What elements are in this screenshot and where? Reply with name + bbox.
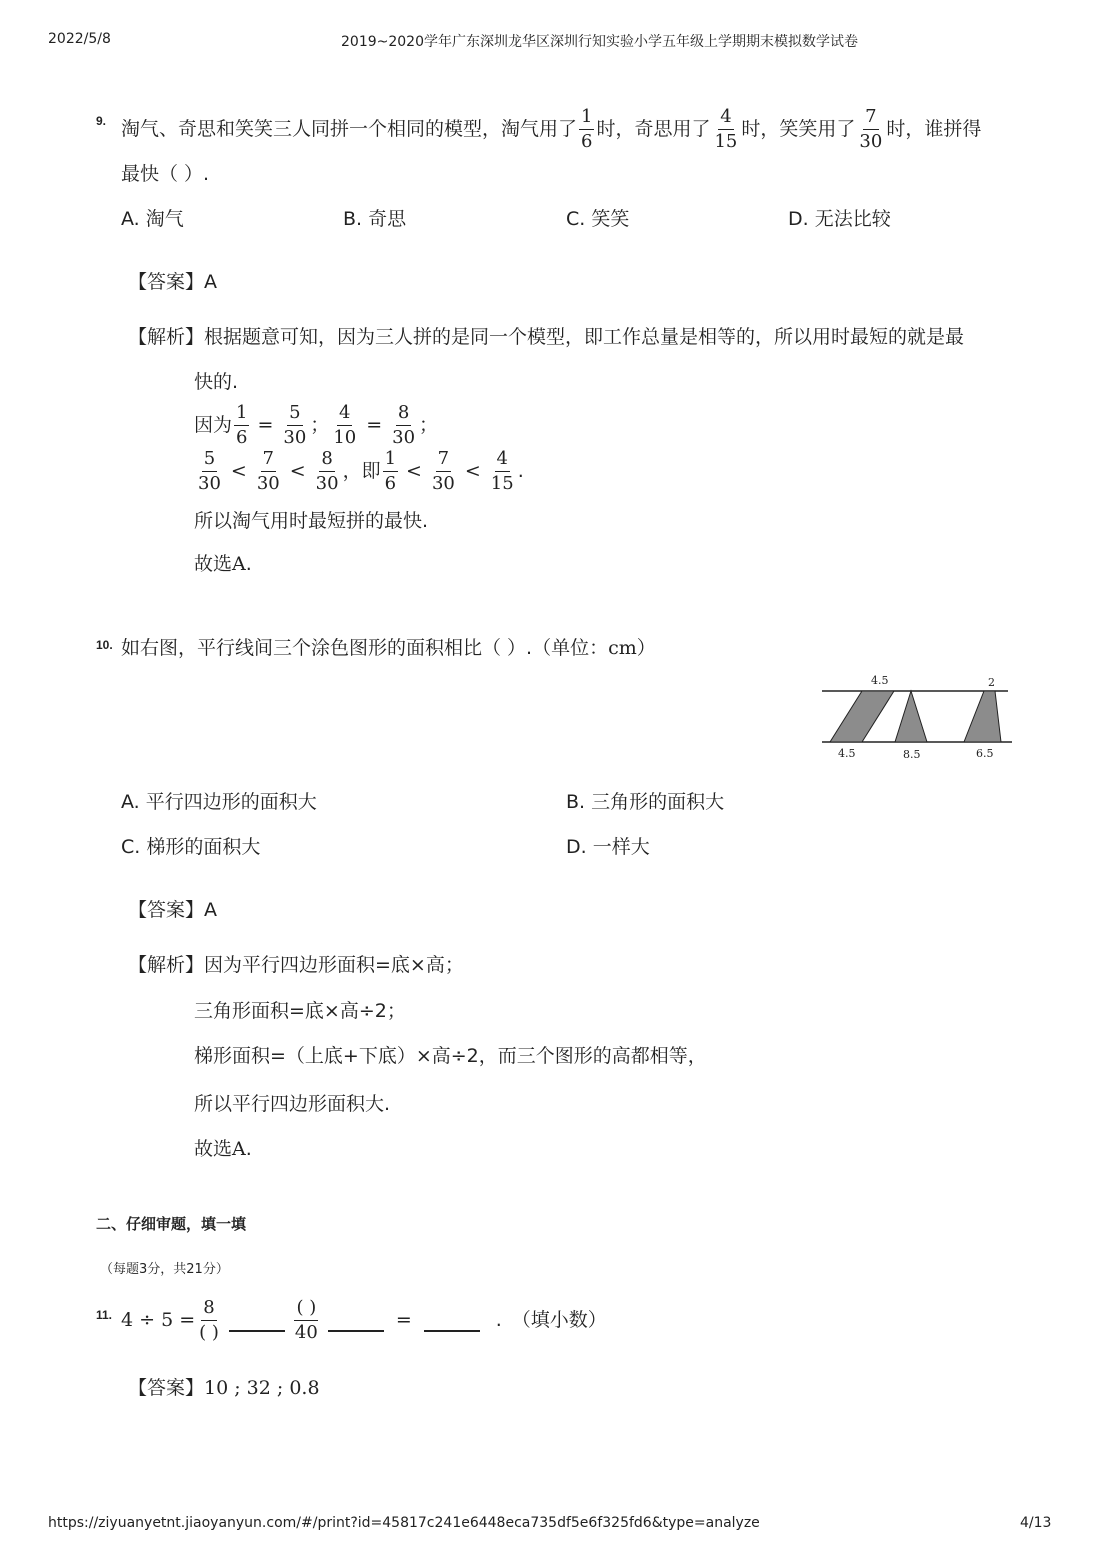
question-number-9: 9. — [96, 114, 107, 128]
analysis-9-line-3: 因为 $\frac{1}{6}$ = $\frac{5}{30}$ ； $\frac{4}{10}$ = $\frac{8}{30}$ ； — [194, 402, 439, 448]
fraction-7-30: $\frac{7}{30}$ — [859, 106, 883, 152]
label-bottom-8-5: 8.5 — [903, 748, 921, 761]
label-bottom-4-5: 4.5 — [838, 747, 856, 760]
answer-10: 【答案】A — [128, 899, 218, 921]
analysis-9-line-6: 故选A. — [194, 553, 252, 575]
option-a: A. 淘气 — [121, 208, 184, 230]
question-number-10: 10. — [96, 638, 113, 652]
fraction-blank-40: $\frac{( )}{40}$ — [294, 1297, 318, 1343]
option-d: D. 无法比较 — [788, 208, 891, 230]
answer-11: 【答案】10 ; 32 ; 0.8 — [128, 1377, 320, 1399]
option-b: B. 三角形的面积大 — [566, 791, 725, 813]
question-9-line-2: 最快（ ）. — [121, 163, 210, 185]
analysis-9-line-2: 快的. — [194, 371, 239, 393]
label-top-4-5: 4.5 — [871, 674, 889, 687]
analysis-9-line-4: $\frac{5}{30}$ < $\frac{7}{30}$ < $\frac{8}{30}$ ，即 $\frac{1}{6}$ < $\frac{7}{30}$ < $\frac{4}{15}$ . — [198, 448, 524, 494]
option-a: A. 平行四边形的面积大 — [121, 791, 317, 813]
question-10-text: 如右图，平行线间三个涂色图形的面积相比（ ）.（单位：cm） — [121, 637, 656, 659]
fraction-8-blank: $\frac{8}{( )}$ — [199, 1297, 219, 1343]
answer-9: 【答案】A — [128, 271, 218, 293]
analysis-10-line-4: 所以平行四边形面积大. — [194, 1093, 391, 1115]
answer-blank-3[interactable] — [424, 1310, 480, 1332]
option-d: D. 一样大 — [566, 836, 650, 858]
label-top-2: 2 — [988, 676, 995, 689]
analysis-10-line-3: 梯形面积=（上底+下底）×高÷2，而三个图形的高都相等， — [194, 1045, 707, 1067]
question-11-expression: 4 ÷ 5 = $\frac{8}{( )}$ $\frac{( )}{40}$ = . （填小数） — [121, 1297, 607, 1343]
triangle-shape — [895, 691, 927, 742]
label-bottom-6-5: 6.5 — [976, 747, 994, 760]
parallelogram-shape — [830, 691, 894, 742]
page-number: 4/13 — [1020, 1515, 1052, 1531]
option-b: B. 奇思 — [343, 208, 407, 230]
analysis-9-line-1: 【解析】根据题意可知，因为三人拼的是同一个模型，即工作总量是相等的，所以用时最短的就是最 — [128, 326, 965, 348]
option-c: C. 笑笑 — [566, 208, 630, 230]
section-note: （每题3分，共21分） — [100, 1262, 229, 1277]
analysis-10-line-5: 故选A. — [194, 1138, 252, 1160]
analysis-10-line-2: 三角形面积=底×高÷2； — [194, 1000, 406, 1022]
parallel-lines-figure — [818, 672, 1018, 764]
fraction-1-6: $\frac{1}{6}$ — [581, 106, 593, 152]
answer-blank-1[interactable] — [229, 1310, 285, 1332]
question-9-line-1: 淘气、奇思和笑笑三人同拼一个相同的模型，淘气用了 $\frac{1}{6}$ 时，奇思用了 $\frac{4}{15}$ 时，笑笑用了 $\frac{7}{30}$ 时，谁拼得 — [121, 106, 982, 152]
analysis-9-line-5: 所以淘气用时最短拼的最快. — [194, 510, 429, 532]
fraction-4-15: $\frac{4}{15}$ — [714, 106, 738, 152]
section-title: 二、仔细审题，填一填 — [96, 1215, 247, 1233]
page-url: https://ziyuanyetnt.jiaoyanyun.com/#/print?id=45817c241e6448eca735df5e6f325fd6&type=analyze — [48, 1515, 760, 1531]
print-date: 2022/5/8 — [48, 31, 111, 47]
question-number-11: 11. — [96, 1308, 113, 1322]
answer-blank-2[interactable] — [328, 1310, 384, 1332]
option-c: C. 梯形的面积大 — [121, 836, 261, 858]
document-title: 2019~2020学年广东深圳龙华区深圳行知实验小学五年级上学期期末模拟数学试卷 — [341, 34, 858, 50]
trapezoid-shape — [964, 691, 1001, 742]
analysis-10-line-1: 【解析】因为平行四边形面积=底×高； — [128, 954, 464, 976]
